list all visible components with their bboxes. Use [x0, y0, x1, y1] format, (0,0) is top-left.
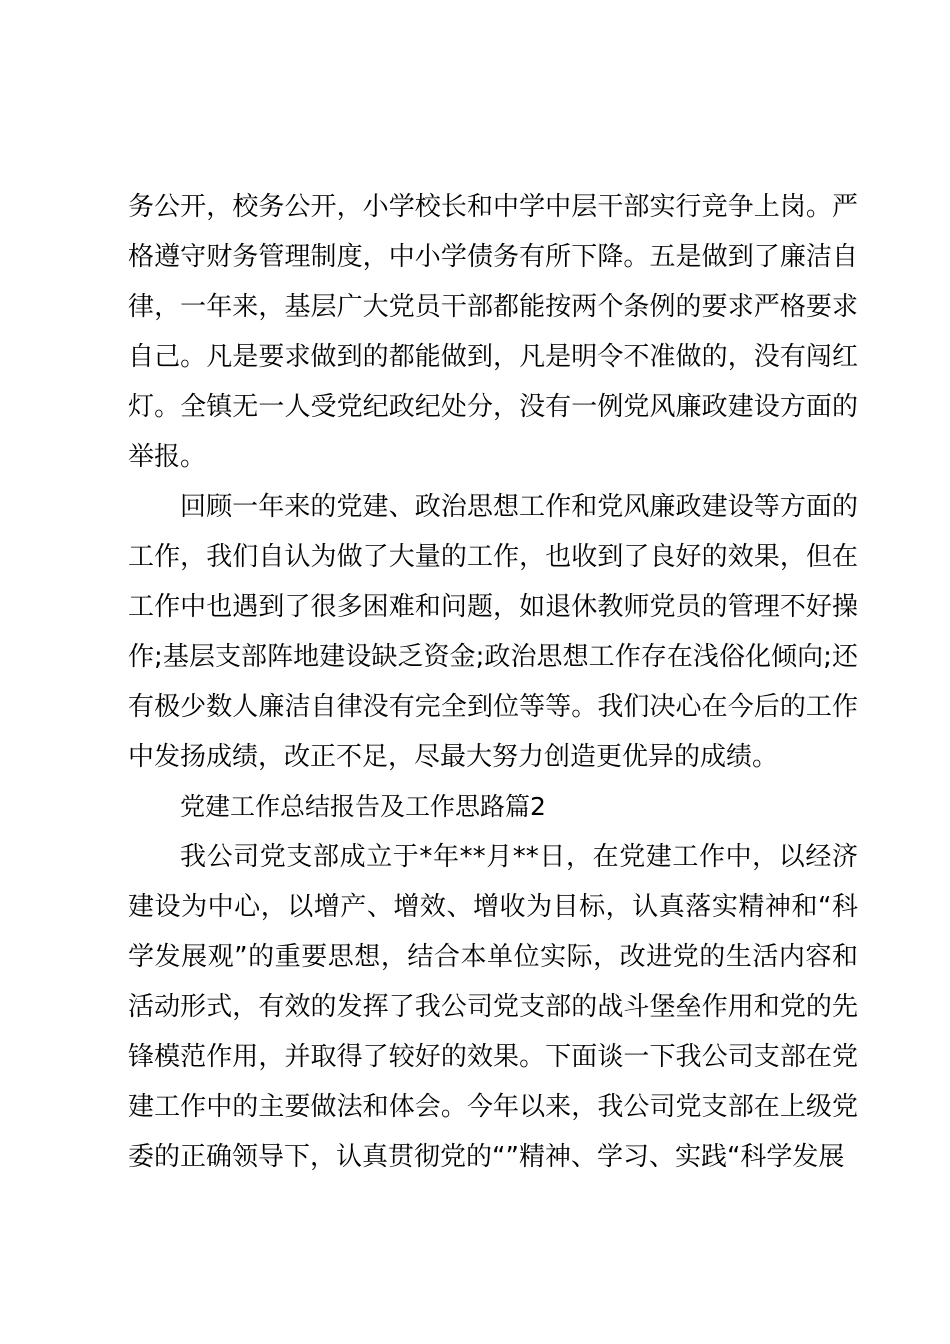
section-heading: 党建工作总结报告及工作思路篇2 [180, 792, 546, 821]
document-body [128, 182, 858, 1182]
paragraph-review: 回顾一年来的党建、政治思想工作和党风廉政建设等方面的工作，我们自认为做了大量的工作，也收到了良好的效果，但在工作中也遇到了很多困难和问题，如退休教师党员的管理不好操作;基层支部阵地建设缺乏资金;政治思想工作存在浅俗化倾向;还有极少数人廉洁自律没有完全到位等等。我们决心在今后的工作中发扬成绩，改正不足，尽最大努力创造更优异的成绩。 [128, 492, 858, 772]
paragraph-continuation: 务公开，校务公开，小学校长和中学中层干部实行竞争上岗。严格遵守财务管理制度，中小学债务有所下降。五是做到了廉洁自律，一年来，基层广大党员干部都能按两个条例的要求严格要求自己。凡是要求做到的都能做到，凡是明令不准做的，没有闯红灯。全镇无一人受党纪政纪处分，没有一例党风廉政建设方面的举报。 [128, 192, 858, 472]
paragraph-company-branch: 我公司党支部成立于*年**月**日，在党建工作中，以经济建设为中心，以增产、增效、增收为目标，认真落实精神和“科学发展观”的重要思想，结合本单位实际，改进党的生活内容和活动形式，有效的发挥了我公司党支部的战斗堡垒作用和党的先锋模范作用，并取得了较好的效果。下面谈一下我公司支部在党建工作中的主要做法和体会。今年以来，我公司党支部在上级党委的正确领导下，认真贯彻党的“”精神、学习、实践“科学发展 [128, 842, 858, 1172]
